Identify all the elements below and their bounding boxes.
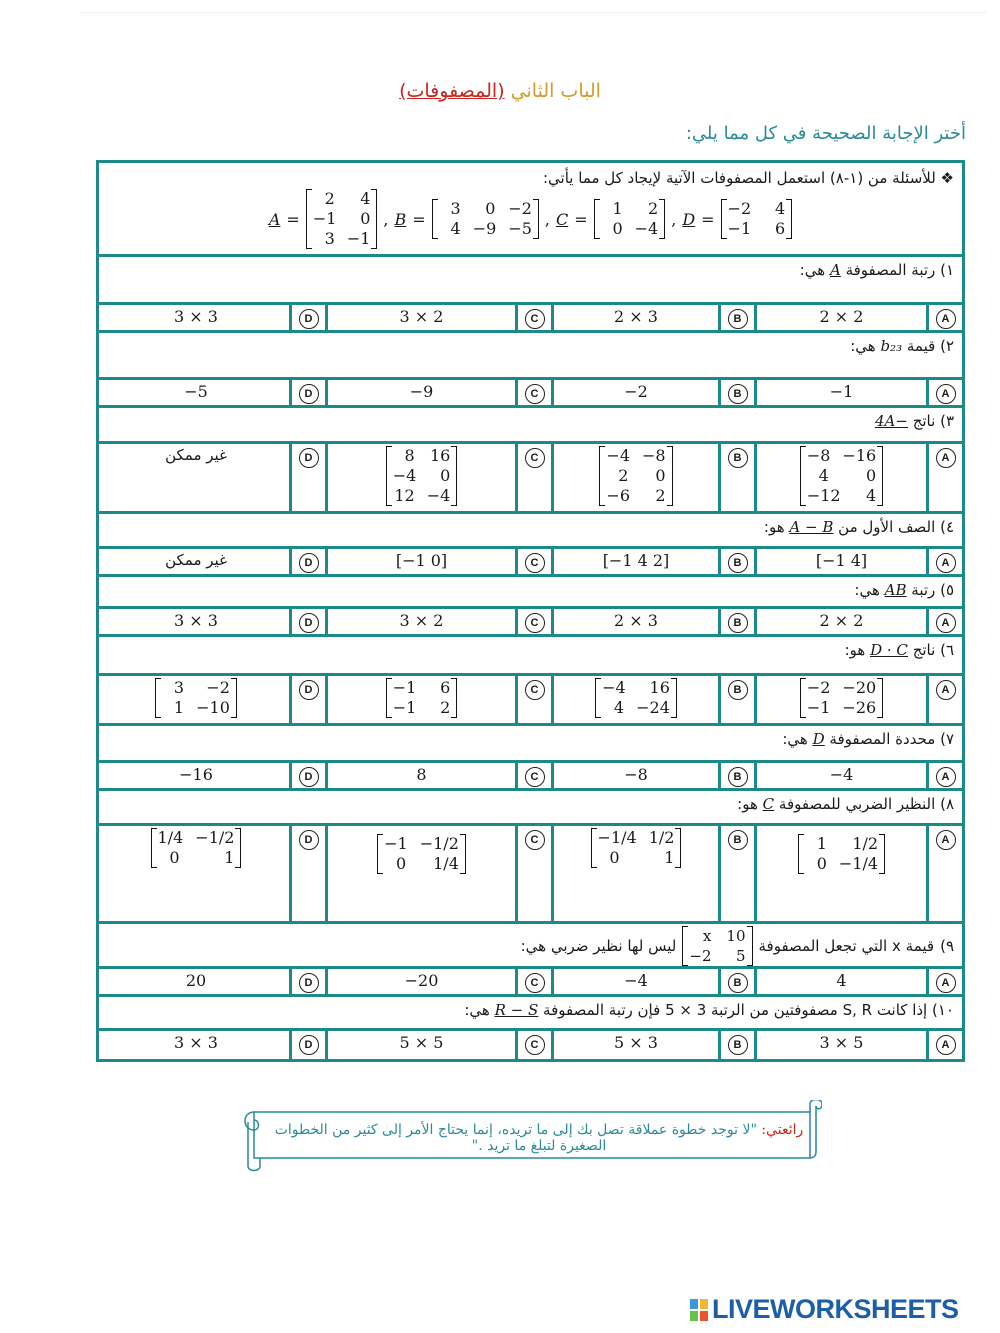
option-a[interactable]: −2 −20 −1 −26 — [754, 676, 926, 723]
option-d[interactable]: 3 × 3 — [174, 1033, 218, 1052]
option-c[interactable]: 8 16 −4 0 12 −4 — [325, 444, 515, 511]
options-3 — [99, 444, 962, 514]
options-9 — [99, 969, 962, 997]
question-4: ٤) الصف الأول من A − B هو: — [99, 514, 962, 549]
question-10: ١٠) إذا كانت S, R مصفوفتين من الرتبة 3 × 5 فإن رتبة المصفوفة R − S هي: — [99, 997, 962, 1031]
option-c[interactable]: [−1 0] — [325, 549, 515, 574]
option-c-icon[interactable]: C — [525, 830, 545, 850]
option-b[interactable]: −4 16 4 −24 — [551, 676, 718, 723]
question-2: ٢) قيمة b₂₃ هي: — [99, 333, 962, 380]
option-b-icon[interactable]: B — [728, 384, 748, 404]
option-a-icon[interactable]: A — [936, 973, 956, 993]
option-a[interactable]: −8 −16 4 0 −12 4 — [754, 444, 926, 511]
option-a-icon[interactable]: A — [936, 309, 956, 329]
option-d[interactable]: غير ممكن — [165, 446, 227, 464]
matrix-B: 3 0 −2 4 −9 −5 — [432, 199, 539, 239]
option-b[interactable]: −1/4 1/2 0 1 — [551, 826, 718, 921]
option-b[interactable]: 2 × 3 — [551, 305, 718, 330]
question-9: ٩) قيمة x التي تجعل المصفوفة x 10 −2 5 ليس لها نظير ضربي هي: — [99, 924, 962, 969]
questions-table — [96, 160, 965, 1062]
question-1: ١) رتبة المصفوفة A هي: — [99, 257, 962, 305]
option-c-icon[interactable]: C — [525, 448, 545, 468]
option-d-icon[interactable]: D — [299, 448, 319, 468]
option-c-icon[interactable]: C — [525, 680, 545, 700]
logo-text: LIVEWORKSHEETS — [712, 1294, 959, 1324]
option-d[interactable]: 3 × 3 — [174, 611, 218, 630]
option-d-icon[interactable]: D — [299, 1035, 319, 1055]
option-d-icon[interactable]: D — [299, 680, 319, 700]
question-5: ٥) رتبة AB هي: — [99, 577, 962, 609]
option-d[interactable]: 20 — [185, 971, 207, 990]
option-d-icon[interactable]: D — [299, 830, 319, 850]
option-c[interactable]: −9 — [325, 380, 515, 405]
question-9-matrix: x 10 −2 5 — [682, 926, 752, 966]
option-b-icon[interactable]: B — [728, 613, 748, 633]
options-5 — [99, 609, 962, 637]
options-1 — [99, 305, 962, 333]
option-b-icon[interactable]: B — [728, 680, 748, 700]
quote-body: "لا توجد خطوة عملاقة تصل بك إلى ما تريده، إنما يحتاج الأمر إلى كثير من الخطوات الصغيرة لتبلغ ما تريد ." — [274, 1122, 757, 1154]
option-b[interactable]: −2 — [551, 380, 718, 405]
option-b-icon[interactable]: B — [728, 448, 748, 468]
option-a-icon[interactable]: A — [936, 767, 956, 787]
option-a[interactable]: 2 × 2 — [754, 609, 926, 634]
intro-text: ❖ للأسئلة من (١-٨) استعمل المصفوفات الآتية لإيجاد كل مما يأتي: — [543, 169, 954, 187]
option-a-icon[interactable]: A — [936, 680, 956, 700]
matrix-C: 1 2 0 −4 — [594, 199, 666, 239]
option-c-icon[interactable]: C — [525, 767, 545, 787]
quote-scroll — [240, 1100, 822, 1172]
option-c[interactable]: −1 6 −1 2 — [325, 676, 515, 723]
option-c[interactable]: 8 — [325, 763, 515, 788]
option-d[interactable]: 3 × 3 — [174, 307, 218, 326]
option-c-icon[interactable]: C — [525, 973, 545, 993]
option-c[interactable]: −1 −1/2 0 1/4 — [325, 826, 515, 921]
option-c[interactable]: 3 × 2 — [325, 609, 515, 634]
option-a-icon[interactable]: A — [936, 384, 956, 404]
question-3: ٣) ناتج −4A — [99, 408, 962, 444]
quote-text — [270, 1122, 808, 1154]
option-a[interactable]: −4 — [754, 763, 926, 788]
top-divider — [80, 12, 986, 13]
option-b-icon[interactable]: B — [728, 309, 748, 329]
options-10 — [99, 1031, 962, 1059]
option-b-icon[interactable]: B — [728, 973, 748, 993]
options-7 — [99, 763, 962, 791]
liveworksheets-logo[interactable] — [690, 1294, 959, 1325]
option-d-icon[interactable]: D — [299, 553, 319, 573]
option-c-icon[interactable]: C — [525, 1035, 545, 1055]
option-c-icon[interactable]: C — [525, 384, 545, 404]
option-c[interactable]: 5 × 5 — [325, 1031, 515, 1059]
quote-label: رائعتي: — [761, 1122, 804, 1138]
option-c[interactable]: 3 × 2 — [325, 305, 515, 330]
option-a-icon[interactable]: A — [936, 448, 956, 468]
option-d[interactable]: 1/4 −1/2 0 1 — [103, 826, 289, 921]
page-title — [0, 80, 1000, 102]
option-a-icon[interactable]: A — [936, 1035, 956, 1055]
options-8 — [99, 826, 962, 924]
intro-matrices: A = 2 4 −1 0 3 −1 , B = 3 0 −2 4 −9 −5 , C = 1 2 0 −4 , D = −2 4 −1 6 — [99, 189, 962, 249]
options-2 — [99, 380, 962, 408]
option-b-icon[interactable]: B — [728, 1035, 748, 1055]
option-a[interactable]: 3 × 5 — [754, 1031, 926, 1059]
option-a[interactable]: 4 — [754, 969, 926, 994]
option-b[interactable]: −4 −8 2 0 −6 2 — [551, 444, 718, 511]
option-d[interactable]: غير ممكن — [165, 551, 227, 569]
option-b-icon[interactable]: B — [728, 553, 748, 573]
option-b[interactable]: −8 — [551, 763, 718, 788]
question-7: ٧) محددة المصفوفة D هي: — [99, 726, 962, 763]
option-b-icon[interactable]: B — [728, 767, 748, 787]
logo-icon — [690, 1299, 708, 1321]
option-d-icon[interactable]: D — [299, 384, 319, 404]
options-4 — [99, 549, 962, 577]
option-c-icon[interactable]: C — [525, 309, 545, 329]
option-c-icon[interactable]: C — [525, 613, 545, 633]
question-8: ٨) النظير الضربي للمصفوفة C هو: — [99, 791, 962, 826]
option-c[interactable]: −20 — [325, 969, 515, 994]
option-c-icon[interactable]: C — [525, 553, 545, 573]
option-b[interactable]: 2 × 3 — [551, 609, 718, 634]
option-d-icon[interactable]: D — [299, 767, 319, 787]
option-b-icon[interactable]: B — [728, 830, 748, 850]
option-a-icon[interactable]: A — [936, 553, 956, 573]
option-b[interactable]: [−1 4 2] — [551, 549, 718, 574]
intro-row — [99, 163, 962, 257]
options-6 — [99, 676, 962, 726]
option-a-icon[interactable]: A — [936, 613, 956, 633]
option-d-icon[interactable]: D — [299, 309, 319, 329]
title-topic: (المصفوفات) — [399, 80, 505, 102]
option-b[interactable]: 5 × 3 — [551, 1031, 718, 1059]
option-a[interactable]: 1 1/2 0 −1/4 — [754, 826, 926, 921]
option-a[interactable]: [−1 4] — [754, 549, 926, 574]
question-6: ٦) ناتج D · C هو: — [99, 637, 962, 676]
instruction-text: أختر الإجابة الصحيحة في كل مما يلي: — [685, 123, 966, 144]
option-a-icon[interactable]: A — [936, 830, 956, 850]
title-chapter: الباب الثاني — [510, 80, 601, 102]
matrix-A: 2 4 −1 0 3 −1 — [306, 189, 378, 249]
matrix-D: −2 4 −1 6 — [721, 199, 793, 239]
option-d[interactable]: −5 — [184, 382, 208, 401]
option-a[interactable]: −1 — [754, 380, 926, 405]
option-a[interactable]: 2 × 2 — [754, 305, 926, 330]
option-d-icon[interactable]: D — [299, 973, 319, 993]
option-d-icon[interactable]: D — [299, 613, 319, 633]
option-b[interactable]: −4 — [551, 969, 718, 994]
option-d[interactable]: −16 — [179, 765, 213, 784]
option-d[interactable]: 3 −2 1 −10 — [103, 676, 289, 723]
